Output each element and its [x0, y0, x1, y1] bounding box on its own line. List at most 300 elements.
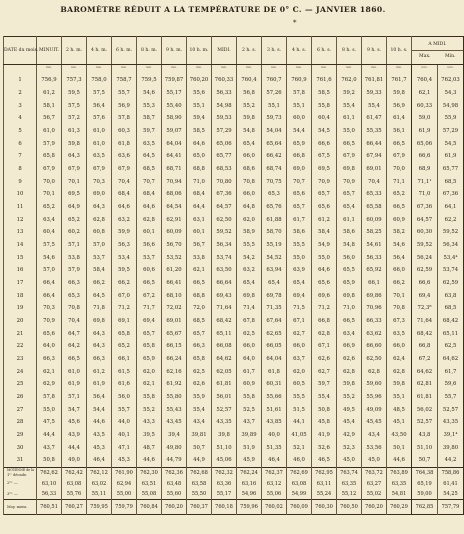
- pressure-cell: 61,47: [362, 112, 387, 125]
- pressure-cell: 63,8: [438, 289, 464, 302]
- hour-column-header: 4 h. m.: [87, 37, 112, 65]
- table-row: [4, 150, 464, 163]
- unit-cell: mm.: [362, 65, 387, 75]
- monthly-cell: 760,02: [262, 500, 287, 515]
- average-cell: 55,12: [337, 489, 362, 500]
- pressure-cell: 43,5: [87, 429, 112, 442]
- pressure-cell: 43,45: [162, 416, 187, 429]
- pressure-cell: 56,70: [162, 239, 187, 252]
- pressure-cell: 67,36: [212, 188, 237, 201]
- pressure-cell: 55,43: [162, 403, 187, 416]
- table-row: [4, 99, 464, 112]
- pressure-cell: 63,94: [262, 264, 287, 277]
- day-number: 16: [4, 264, 37, 277]
- pressure-cell: 71,64: [412, 315, 438, 328]
- pressure-cell: 43,7: [237, 416, 262, 429]
- table-row: [4, 429, 464, 442]
- pressure-cell: 71,2: [112, 302, 137, 315]
- pressure-cell: 45,06: [212, 454, 237, 467]
- date-column-header: DATE du mois.: [4, 37, 37, 65]
- decade-average-row: [4, 467, 464, 478]
- pressure-cell: 52,57: [212, 403, 237, 416]
- pressure-cell: 65,7: [187, 327, 212, 340]
- pressure-cell: 69,8: [237, 289, 262, 302]
- pressure-cell: 759,5: [137, 74, 162, 87]
- decorative-asterisk: *: [293, 19, 297, 27]
- pressure-cell: 65,4: [287, 277, 312, 290]
- day-number: 20: [4, 315, 37, 328]
- pressure-cell: 71,1: [387, 175, 412, 188]
- pressure-cell: 39,8: [212, 429, 237, 442]
- table-row: [4, 277, 464, 290]
- pressure-cell: 51,10: [212, 441, 237, 454]
- pressure-cell: 66,6: [412, 150, 438, 163]
- pressure-cell: 66,8: [412, 340, 438, 353]
- pressure-cell: 59,8: [387, 378, 412, 391]
- day-number: 25: [4, 378, 37, 391]
- pressure-cell: 65,77: [438, 163, 464, 176]
- pressure-cell: 60,3: [112, 125, 137, 138]
- decade-label: [4, 489, 37, 500]
- pressure-cell: 56,6: [137, 239, 162, 252]
- day-number: 24: [4, 365, 37, 378]
- unit-cell: mm.: [387, 65, 412, 75]
- pressure-cell: 62,05: [212, 365, 237, 378]
- pressure-cell: 66,0: [237, 150, 262, 163]
- monthly-cell: 760,09: [287, 500, 312, 515]
- pressure-cell: 60,9: [237, 378, 262, 391]
- pressure-cell: 45,4: [337, 416, 362, 429]
- pressure-cell: 66,33: [362, 315, 387, 328]
- hour-column-header: 2 h. s.: [237, 37, 262, 65]
- pressure-cell: 64,0: [37, 340, 62, 353]
- average-cell: 63,08: [287, 478, 312, 489]
- average-cell: 55,24: [312, 489, 337, 500]
- pressure-cell: 57,5: [62, 99, 87, 112]
- pressure-cell: 70,80: [212, 175, 237, 188]
- pressure-cell: 50,8: [312, 403, 337, 416]
- pressure-cell: 45,3: [87, 441, 112, 454]
- pressure-cell: 58,7: [137, 112, 162, 125]
- pressure-cell: 55,0: [37, 403, 62, 416]
- pressure-cell: 58,6: [337, 226, 362, 239]
- day-number: 14: [4, 239, 37, 252]
- pressure-cell: 53,7: [137, 251, 162, 264]
- average-cell: 63,58: [187, 478, 212, 489]
- pressure-cell: 68,42: [438, 315, 464, 328]
- pressure-cell: 71,35: [262, 302, 287, 315]
- pressure-cell: 57,29: [438, 125, 464, 138]
- average-cell: 762,37: [262, 467, 287, 478]
- pressure-cell: 762,0: [337, 74, 362, 87]
- pressure-cell: 53,56: [362, 441, 387, 454]
- page-title: BAROMÈTRE RÉDUIT A LA TEMPÉRATURE DE 0° C. — JANVIER 1860.: [60, 5, 386, 14]
- pressure-cell: 67,0: [112, 289, 137, 302]
- table-row: [4, 454, 464, 467]
- pressure-cell: 57,2: [62, 112, 87, 125]
- pressure-cell: 53,7: [87, 251, 112, 264]
- pressure-cell: 55,96: [362, 391, 387, 404]
- unit-cell: mm.: [412, 65, 438, 75]
- pressure-cell: 39,80: [438, 441, 464, 454]
- pressure-cell: 45,6: [62, 416, 87, 429]
- pressure-cell: 53,4: [112, 251, 137, 264]
- pressure-cell: 61,7: [287, 213, 312, 226]
- pressure-cell: 70,8: [387, 302, 412, 315]
- pressure-cell: 68,53: [212, 163, 237, 176]
- pressure-cell: 45,9: [237, 454, 262, 467]
- monthly-cell: 759,96: [237, 500, 262, 515]
- decade-label: [4, 467, 37, 478]
- pressure-cell: 52,3: [337, 441, 362, 454]
- pressure-cell: 64,62: [438, 353, 464, 366]
- pressure-cell: 66,60: [362, 340, 387, 353]
- pressure-cell: 66,2: [87, 277, 112, 290]
- pressure-cell: 43,35: [438, 416, 464, 429]
- pressure-cell: 64,9: [62, 201, 87, 214]
- pressure-cell: 61,9: [438, 150, 464, 163]
- pressure-cell: 44,9: [187, 454, 212, 467]
- monthly-cell: 757,79: [438, 500, 464, 515]
- pressure-cell: 55,8: [137, 391, 162, 404]
- pressure-cell: 70,4: [62, 315, 87, 328]
- pressure-cell: 56,33: [362, 251, 387, 264]
- pressure-cell: 55,19: [262, 239, 287, 252]
- pressure-cell: 64,5: [137, 150, 162, 163]
- pressure-cell: 62,8: [362, 365, 387, 378]
- pressure-cell: 64,57: [212, 201, 237, 214]
- pressure-cell: 72,3⁸: [412, 302, 438, 315]
- pressure-cell: 55,1: [262, 99, 287, 112]
- pressure-cell: 68,4: [112, 188, 137, 201]
- average-cell: 763,89: [387, 467, 412, 478]
- average-cell: 762,42: [62, 467, 87, 478]
- pressure-cell: 61,6: [112, 378, 137, 391]
- pressure-cell: 56,4: [87, 391, 112, 404]
- pressure-cell: 57,8: [287, 87, 312, 100]
- average-cell: 762,30: [137, 467, 162, 478]
- unit-cell: mm.: [37, 65, 62, 75]
- pressure-cell: 71,5: [287, 302, 312, 315]
- average-cell: 55,17: [212, 489, 237, 500]
- pressure-cell: 55,2: [337, 391, 362, 404]
- pressure-cell: 64,1: [438, 201, 464, 214]
- pressure-cell: 761,7: [387, 74, 412, 87]
- pressure-cell: 40,1: [112, 429, 137, 442]
- pressure-cell: 55,0: [312, 251, 337, 264]
- pressure-cell: 70,7: [137, 175, 162, 188]
- pressure-cell: 761,6: [312, 74, 337, 87]
- pressure-cell: 62,50: [212, 213, 237, 226]
- pressure-cell: 55,8: [312, 99, 337, 112]
- pressure-cell: 62,2: [438, 213, 464, 226]
- pressure-cell: 60,33: [412, 99, 438, 112]
- pressure-cell: 56,33: [212, 87, 237, 100]
- pressure-cell: 67,2: [137, 289, 162, 302]
- pressure-cell: 68,6: [237, 163, 262, 176]
- pressure-cell: 43,50: [387, 429, 412, 442]
- pressure-cell: 44,6: [387, 454, 412, 467]
- day-number: 9: [4, 175, 37, 188]
- pressure-cell: 71,7: [137, 302, 162, 315]
- pressure-cell: 46,4: [87, 454, 112, 467]
- hour-column-header: 10 h. m.: [187, 37, 212, 65]
- average-cell: 763,74: [337, 467, 362, 478]
- pressure-cell: 62,65: [262, 327, 287, 340]
- pressure-cell: 39,4: [162, 429, 187, 442]
- average-cell: 55,50: [187, 489, 212, 500]
- pressure-cell: 66,5: [137, 277, 162, 290]
- decade-label-text: 2ᵐᵉ —: [7, 481, 18, 486]
- pressure-cell: 72,02: [162, 302, 187, 315]
- pressure-cell: 61,9: [62, 378, 87, 391]
- pressure-cell: 56,4: [387, 251, 412, 264]
- pressure-cell: 64,3: [87, 201, 112, 214]
- day-number: 30: [4, 441, 37, 454]
- pressure-cell: 59,5: [112, 264, 137, 277]
- pressure-cell: 54,6: [387, 239, 412, 252]
- decade-label-text: 1ʳᵉ décade.: [7, 473, 28, 478]
- pressure-cell: 57,6: [87, 112, 112, 125]
- pressure-cell: 66,0: [237, 340, 262, 353]
- pressure-cell: 45,0: [337, 454, 362, 467]
- pressure-cell: 65,11: [212, 327, 237, 340]
- unit-row: [4, 65, 464, 75]
- pressure-cell: 69,0: [287, 163, 312, 176]
- pressure-cell: 57,5: [37, 239, 62, 252]
- pressure-cell: 43,7: [37, 441, 62, 454]
- table-row: [4, 163, 464, 176]
- pressure-cell: 69,8: [337, 289, 362, 302]
- pressure-cell: 68,5: [187, 315, 212, 328]
- pressure-cell: 48,5: [387, 403, 412, 416]
- pressure-cell: 51,61: [262, 403, 287, 416]
- pressure-cell: 760,9: [287, 74, 312, 87]
- table-row: [4, 239, 464, 252]
- unit-cell: mm.: [212, 65, 237, 75]
- pressure-cell: 63,50: [212, 264, 237, 277]
- decade-average-row: [4, 478, 464, 489]
- pressure-cell: 44,1: [287, 416, 312, 429]
- average-cell: 63,36: [212, 478, 237, 489]
- pressure-cell: 50,7: [412, 454, 438, 467]
- pressure-cell: 45,0: [362, 454, 387, 467]
- average-cell: 762,12: [87, 467, 112, 478]
- pressure-cell: 69,4: [412, 289, 438, 302]
- average-cell: 56,33: [37, 489, 62, 500]
- pressure-cell: 65,77: [212, 150, 237, 163]
- monthly-cell: 760,18: [212, 500, 237, 515]
- pressure-cell: 66,42: [262, 150, 287, 163]
- pressure-cell: 65,2: [387, 188, 412, 201]
- pressure-cell: 45,8: [312, 416, 337, 429]
- pressure-cell: 50,7: [187, 441, 212, 454]
- hour-column-header: 10 h. s.: [387, 37, 412, 65]
- pressure-cell: 57,0: [37, 264, 62, 277]
- pressure-cell: 60,8: [87, 226, 112, 239]
- pressure-cell: 66,0: [387, 264, 412, 277]
- average-cell: 63,02: [87, 478, 112, 489]
- pressure-cell: 54,61: [362, 239, 387, 252]
- pressure-cell: 66,64: [212, 277, 237, 290]
- monthly-cell: 759,95: [87, 500, 112, 515]
- pressure-cell: 62,5: [438, 340, 464, 353]
- pressure-cell: 61,2: [87, 365, 112, 378]
- pressure-cell: 55,1: [387, 391, 412, 404]
- pressure-cell: 759,87: [162, 74, 187, 87]
- pressure-cell: 41,9: [312, 429, 337, 442]
- table-row: [4, 87, 464, 100]
- pressure-cell: 65,33: [362, 188, 387, 201]
- pressure-cell: 63,6: [112, 150, 137, 163]
- pressure-cell: 64,62: [412, 365, 438, 378]
- pressure-cell: 65,9: [137, 353, 162, 366]
- pressure-cell: 762,03: [438, 74, 464, 87]
- pressure-cell: 54,52: [262, 251, 287, 264]
- pressure-cell: 66,41: [162, 277, 187, 290]
- average-cell: 54,96: [237, 489, 262, 500]
- pressure-cell: 56,9: [112, 99, 137, 112]
- pressure-cell: 59,5: [62, 87, 87, 100]
- monthly-cell: 760,30: [312, 500, 337, 515]
- pressure-cell: 62,59: [412, 264, 438, 277]
- pressure-cell: 63,5: [387, 327, 412, 340]
- pressure-cell: 62,5: [237, 327, 262, 340]
- pressure-cell: 43,85: [262, 416, 287, 429]
- pressure-cell: 60,31: [262, 378, 287, 391]
- pressure-cell: 66,3: [87, 353, 112, 366]
- pressure-cell: 62,8: [87, 213, 112, 226]
- pressure-cell: 59,0: [412, 112, 438, 125]
- pressure-cell: 68,10: [162, 289, 187, 302]
- pressure-cell: 58,1: [37, 99, 62, 112]
- pressure-cell: 58,6: [287, 226, 312, 239]
- pressure-cell: 67,1: [287, 315, 312, 328]
- pressure-cell: 49,80: [162, 441, 187, 454]
- pressure-cell: 59,53: [212, 112, 237, 125]
- table-row: [4, 175, 464, 188]
- pressure-cell: 55,17: [162, 87, 187, 100]
- hour-column-header: 4 h. s.: [287, 37, 312, 65]
- pressure-cell: 46,0: [287, 454, 312, 467]
- pressure-cell: 63,4: [337, 327, 362, 340]
- pressure-cell: 68,8: [187, 289, 212, 302]
- pressure-cell: 57,9: [62, 264, 87, 277]
- average-cell: 54,25: [438, 489, 464, 500]
- unit-cell: mm.: [162, 65, 187, 75]
- pressure-cell: 65,4: [262, 277, 287, 290]
- pressure-cell: 62,6: [337, 353, 362, 366]
- pressure-cell: 71,2: [312, 302, 337, 315]
- hour-column-header: 9 h. s.: [362, 37, 387, 65]
- pressure-cell: 55,80: [162, 391, 187, 404]
- pressure-cell: 69,0: [87, 188, 112, 201]
- pressure-cell: 58,2: [387, 226, 412, 239]
- average-cell: 59,00: [412, 489, 438, 500]
- pressure-cell: 65,7: [337, 188, 362, 201]
- pressure-cell: 61,0: [37, 125, 62, 138]
- pressure-cell: 52,1: [287, 441, 312, 454]
- pressure-cell: 61,7: [438, 365, 464, 378]
- pressure-cell: 62,7: [287, 327, 312, 340]
- average-cell: 763,72: [362, 467, 387, 478]
- pressure-cell: 760,4: [412, 74, 438, 87]
- averages-label: MOYENNE de la: [7, 468, 35, 473]
- pressure-cell: 43,35: [212, 416, 237, 429]
- pressure-cell: 44,6: [137, 454, 162, 467]
- pressure-cell: 57,9: [37, 137, 62, 150]
- monthly-cell: 760,51: [37, 500, 62, 515]
- average-cell: 63,10: [37, 478, 62, 489]
- pressure-cell: 62,0: [137, 365, 162, 378]
- pressure-cell: 61,8: [262, 365, 287, 378]
- pressure-cell: 72,0: [187, 302, 212, 315]
- pressure-cell: 69,5: [312, 163, 337, 176]
- pressure-cell: 65,8: [112, 327, 137, 340]
- table-row: [4, 441, 464, 454]
- monthly-cell: 760,84: [137, 500, 162, 515]
- pressure-cell: 55,2: [237, 99, 262, 112]
- pressure-cell: 59,8: [387, 87, 412, 100]
- pressure-cell: 54,3: [438, 87, 464, 100]
- pressure-cell: 43,4: [362, 429, 387, 442]
- monthly-cell: 760,37: [187, 500, 212, 515]
- day-number: 10: [4, 188, 37, 201]
- pressure-cell: 67,9: [337, 150, 362, 163]
- pressure-cell: 65,6: [37, 327, 62, 340]
- pressure-cell: 61,2: [312, 213, 337, 226]
- pressure-cell: 50,8: [37, 454, 62, 467]
- pressure-cell: 65,06: [212, 137, 237, 150]
- pressure-cell: 63,7: [287, 353, 312, 366]
- pressure-cell: 60,2: [62, 226, 87, 239]
- pressure-cell: 70,4: [362, 175, 387, 188]
- pressure-cell: 60,4: [312, 112, 337, 125]
- pressure-cell: 61,0: [62, 365, 87, 378]
- day-number: 4: [4, 112, 37, 125]
- pressure-cell: 71,8: [87, 302, 112, 315]
- table-row: [4, 315, 464, 328]
- pressure-cell: 65,64: [262, 137, 287, 150]
- pressure-cell: 67,8: [237, 315, 262, 328]
- pressure-cell: 43,3: [137, 416, 162, 429]
- monthly-cell: 760,20: [162, 500, 187, 515]
- monthly-cell: 760,27: [62, 500, 87, 515]
- pressure-cell: 64,7: [62, 327, 87, 340]
- pressure-cell: 50,1: [387, 441, 412, 454]
- hour-column-header: 8 h. s.: [337, 37, 362, 65]
- pressure-cell: 55,3: [137, 99, 162, 112]
- pressure-cell: 69,6: [312, 289, 337, 302]
- pressure-cell: 68,8: [187, 163, 212, 176]
- day-number: 17: [4, 277, 37, 290]
- min-label: Min.: [444, 54, 456, 59]
- unit-cell: mm.: [287, 65, 312, 75]
- pressure-cell: 66,5: [337, 315, 362, 328]
- pressure-cell: 55,35: [362, 125, 387, 138]
- pressure-cell: 52,6: [312, 441, 337, 454]
- pressure-cell: 65,0: [187, 150, 212, 163]
- pressure-cell: 68,42: [212, 315, 237, 328]
- pressure-cell: 64,6: [112, 201, 137, 214]
- average-cell: 63,48: [162, 478, 187, 489]
- pressure-cell: 65,2: [62, 213, 87, 226]
- pressure-cell: 756,9: [37, 74, 62, 87]
- pressure-cell: 65,6: [312, 277, 337, 290]
- pressure-cell: 64,2: [62, 340, 87, 353]
- pressure-cell: 59,8: [237, 112, 262, 125]
- pressure-cell: 69,78: [262, 289, 287, 302]
